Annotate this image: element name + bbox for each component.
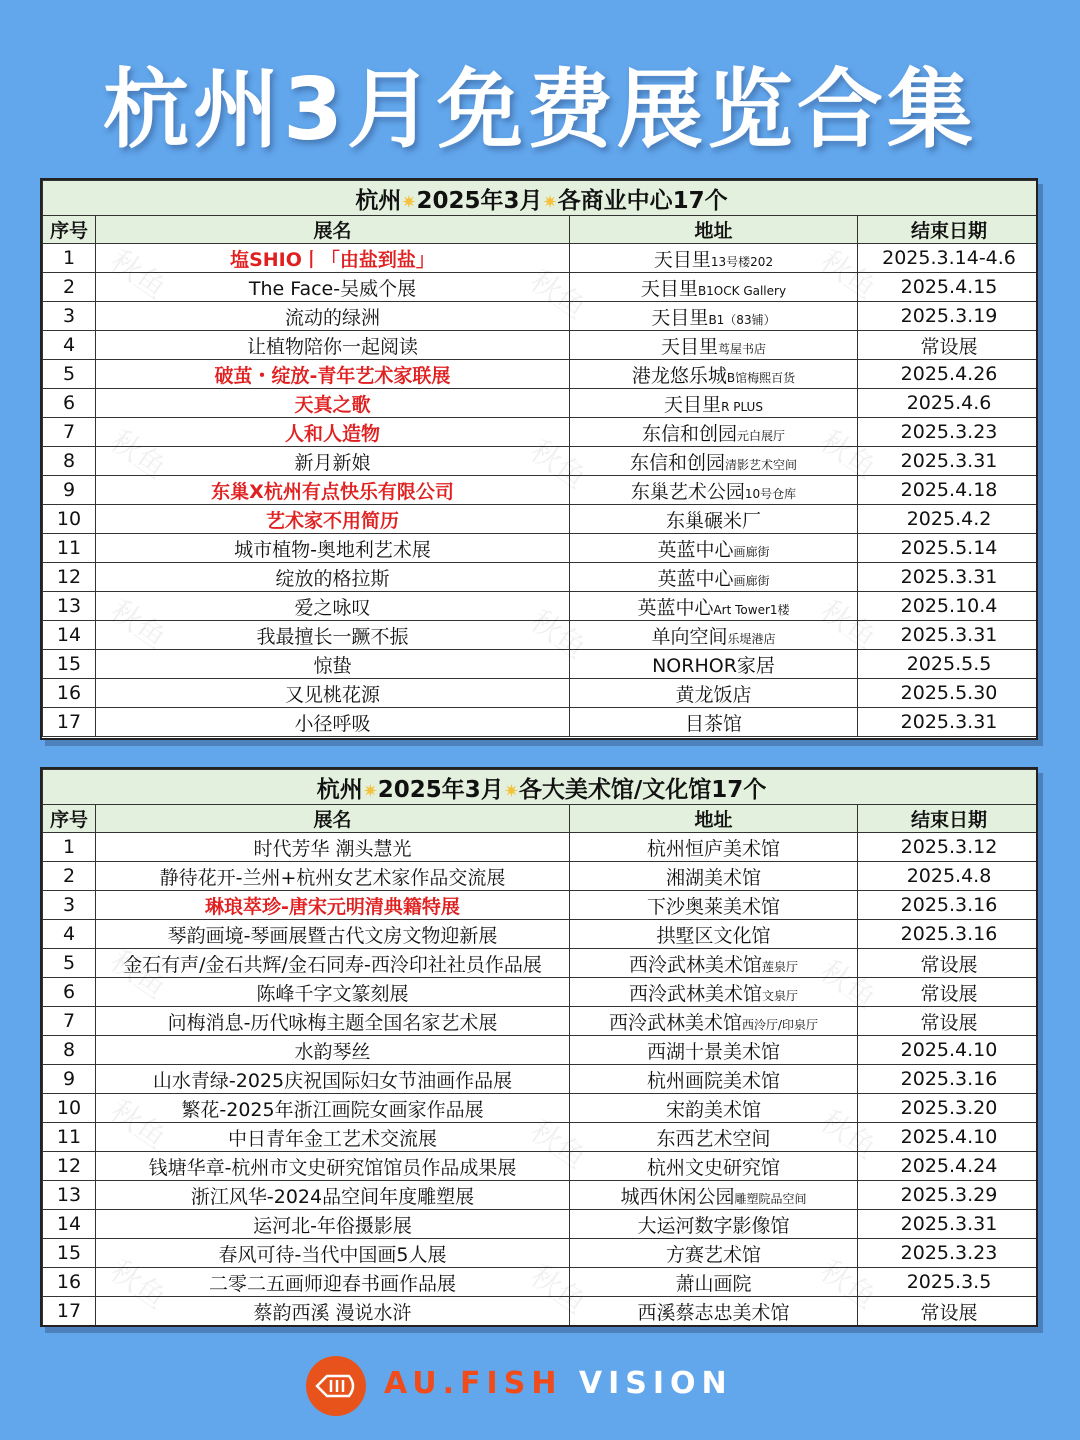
end-date: 2025.3.5 xyxy=(858,1268,1039,1297)
address-main: 天目里 xyxy=(640,277,698,300)
address-main: 天目里 xyxy=(653,248,711,271)
exhibition-name: 琴韵画境-琴画展暨古代文房文物迎新展 xyxy=(96,920,570,949)
page-title: 杭州3月免费展览合集 xyxy=(103,60,977,160)
table-row xyxy=(43,302,1039,331)
row-number: 1 xyxy=(43,244,96,273)
exhibition-address xyxy=(570,360,858,389)
exhibition-name: 我最擅长一蹶不振 xyxy=(96,621,570,650)
address-main: 天目里 xyxy=(664,393,722,416)
end-date: 2025.4.8 xyxy=(858,862,1039,891)
row-number: 10 xyxy=(43,505,96,534)
row-number: 11 xyxy=(43,534,96,563)
exhibition-name: 惊蛰 xyxy=(96,650,570,679)
address-detail: B馆梅熙百货 xyxy=(726,370,796,385)
commercial-centers-table xyxy=(40,178,1038,740)
column-header-name: 展名 xyxy=(96,216,570,244)
address-detail: 清影艺术空间 xyxy=(725,457,798,472)
column-header-address: 地址 xyxy=(570,805,858,833)
exhibition-name: 二零二五画师迎春书画作品展 xyxy=(96,1268,570,1297)
exhibition-name: 天真之歌 xyxy=(96,389,570,418)
exhibition-address xyxy=(570,244,858,273)
address-main: 杭州画院美术馆 xyxy=(646,1069,780,1092)
sparkle-icon: ✷ xyxy=(503,780,519,802)
end-date: 2025.3.23 xyxy=(858,418,1039,447)
table-row xyxy=(43,476,1039,505)
exhibition-name: 运河北-年俗摄影展 xyxy=(96,1210,570,1239)
table-row xyxy=(43,1268,1039,1297)
address-main: 西泠武林美术馆 xyxy=(628,953,762,976)
exhibition-name: 塩SHIO丨「由盐到盐」 xyxy=(96,244,570,273)
table-row xyxy=(43,1036,1039,1065)
end-date: 2025.5.14 xyxy=(858,534,1039,563)
exhibition-address xyxy=(570,331,858,360)
table-caption: 杭州✷2025年3月✷各商业中心17个 xyxy=(43,181,1039,216)
address-detail: R PLUS xyxy=(721,399,763,414)
row-number: 1 xyxy=(43,833,96,862)
exhibition-address xyxy=(570,920,858,949)
row-number: 10 xyxy=(43,1094,96,1123)
exhibition-name: 浙江风华-2024品空间年度雕塑展 xyxy=(96,1181,570,1210)
table-row xyxy=(43,505,1039,534)
exhibition-address xyxy=(570,978,858,1007)
exhibition-name: 城市植物-奥地利艺术展 xyxy=(96,534,570,563)
exhibition-address xyxy=(570,833,858,862)
address-detail: 元白展厅 xyxy=(737,428,786,443)
address-detail: 茑屋书店 xyxy=(718,341,767,356)
exhibition-name: 问梅消息-历代咏梅主题全国名家艺术展 xyxy=(96,1007,570,1036)
exhibition-address xyxy=(570,534,858,563)
exhibition-name: 爱之咏叹 xyxy=(96,592,570,621)
exhibition-address xyxy=(570,1210,858,1239)
address-detail: 10号仓库 xyxy=(744,486,797,501)
table-row xyxy=(43,1297,1039,1326)
end-date: 2025.4.26 xyxy=(858,360,1039,389)
table-row xyxy=(43,978,1039,1007)
table-row xyxy=(43,1210,1039,1239)
exhibition-name: 让植物陪你一起阅读 xyxy=(96,331,570,360)
address-main: 港龙悠乐城 xyxy=(631,364,727,387)
row-number: 12 xyxy=(43,563,96,592)
exhibition-name: 春风可待-当代中国画5人展 xyxy=(96,1239,570,1268)
exhibition-name: 新月新娘 xyxy=(96,447,570,476)
address-detail: 雕塑院品空间 xyxy=(734,1191,807,1206)
row-number: 2 xyxy=(43,273,96,302)
exhibition-address xyxy=(570,1152,858,1181)
fish-logo-icon xyxy=(306,1356,366,1416)
row-number: 17 xyxy=(43,1297,96,1326)
exhibition-address xyxy=(570,1181,858,1210)
address-detail: 乐堤港店 xyxy=(727,631,776,646)
end-date: 2025.3.14-4.6 xyxy=(858,244,1039,273)
exhibition-name: 艺术家不用简历 xyxy=(96,505,570,534)
row-number: 14 xyxy=(43,1210,96,1239)
exhibition-address xyxy=(570,1239,858,1268)
address-main: 方赛艺术馆 xyxy=(665,1243,761,1266)
exhibition-address xyxy=(570,949,858,978)
row-number: 9 xyxy=(43,476,96,505)
table-row xyxy=(43,1065,1039,1094)
table-row xyxy=(43,833,1039,862)
address-main: 英蓝中心 xyxy=(657,538,734,561)
end-date: 常设展 xyxy=(858,978,1039,1007)
exhibition-address xyxy=(570,563,858,592)
table-row xyxy=(43,862,1039,891)
exhibition-address xyxy=(570,302,858,331)
address-main: 东信和创园 xyxy=(629,451,725,474)
row-number: 7 xyxy=(43,418,96,447)
end-date: 常设展 xyxy=(858,331,1039,360)
address-detail: 莲泉厅 xyxy=(762,959,799,974)
column-header-no: 序号 xyxy=(43,216,96,244)
table-row xyxy=(43,563,1039,592)
row-number: 4 xyxy=(43,920,96,949)
table-row xyxy=(43,389,1039,418)
row-number: 6 xyxy=(43,978,96,1007)
address-main: 单向空间 xyxy=(651,625,728,648)
end-date: 2025.3.31 xyxy=(858,621,1039,650)
table-row xyxy=(43,331,1039,360)
row-number: 9 xyxy=(43,1065,96,1094)
address-main: 西泠武林美术馆 xyxy=(608,1011,742,1034)
table-row xyxy=(43,891,1039,920)
row-number: 6 xyxy=(43,389,96,418)
end-date: 2025.4.18 xyxy=(858,476,1039,505)
address-main: 西湖十景美术馆 xyxy=(646,1040,780,1063)
exhibition-name: 破茧・绽放-青年艺术家联展 xyxy=(96,360,570,389)
exhibition-address xyxy=(570,1065,858,1094)
exhibition-name: 繁花-2025年浙江画院女画家作品展 xyxy=(96,1094,570,1123)
address-detail: 画廊街 xyxy=(733,544,770,559)
address-main: 天目里 xyxy=(651,306,709,329)
address-main: 下沙奥莱美术馆 xyxy=(646,895,780,918)
end-date: 2025.5.30 xyxy=(858,679,1039,708)
row-number: 14 xyxy=(43,621,96,650)
exhibition-name: 人和人造物 xyxy=(96,418,570,447)
exhibition-address xyxy=(570,891,858,920)
row-number: 13 xyxy=(43,592,96,621)
exhibition-address xyxy=(570,418,858,447)
exhibition-address xyxy=(570,1094,858,1123)
address-detail: B1（83铺） xyxy=(708,312,776,327)
exhibition-address xyxy=(570,592,858,621)
exhibition-address xyxy=(570,389,858,418)
exhibition-address xyxy=(570,679,858,708)
end-date: 2025.10.4 xyxy=(858,592,1039,621)
address-main: 城西休闲公园 xyxy=(620,1185,735,1208)
row-number: 15 xyxy=(43,1239,96,1268)
address-main: 英蓝中心 xyxy=(657,567,734,590)
end-date: 2025.3.16 xyxy=(858,1065,1039,1094)
table-row xyxy=(43,1007,1039,1036)
exhibition-name: 钱塘华章-杭州市文史研究馆馆员作品成果展 xyxy=(96,1152,570,1181)
exhibition-name: The Face-吴威个展 xyxy=(96,273,570,302)
address-main: 天目里 xyxy=(660,335,718,358)
table-row xyxy=(43,244,1039,273)
table-row xyxy=(43,621,1039,650)
table-row xyxy=(43,534,1039,563)
table-row xyxy=(43,447,1039,476)
row-number: 17 xyxy=(43,708,96,737)
sparkle-icon: ✷ xyxy=(542,191,558,213)
address-main: 英蓝中心 xyxy=(637,596,714,619)
row-number: 12 xyxy=(43,1152,96,1181)
address-detail: 文泉厅 xyxy=(762,988,799,1003)
exhibition-name: 绽放的格拉斯 xyxy=(96,563,570,592)
column-header-no: 序号 xyxy=(43,805,96,833)
exhibition-name: 蔡韵西溪 漫说水浒 xyxy=(96,1297,570,1326)
exhibition-name: 又见桃花源 xyxy=(96,679,570,708)
end-date: 2025.5.5 xyxy=(858,650,1039,679)
end-date: 2025.3.19 xyxy=(858,302,1039,331)
address-detail: 画廊街 xyxy=(733,573,770,588)
exhibition-name: 金石有声/金石共辉/金石同寿-西泠印社社员作品展 xyxy=(96,949,570,978)
row-number: 5 xyxy=(43,360,96,389)
exhibition-address xyxy=(570,1297,858,1326)
address-detail: 13号楼202 xyxy=(710,254,774,269)
exhibition-address xyxy=(570,273,858,302)
exhibition-address xyxy=(570,1123,858,1152)
exhibition-address xyxy=(570,447,858,476)
address-main: 杭州文史研究馆 xyxy=(646,1156,780,1179)
end-date: 2025.3.16 xyxy=(858,920,1039,949)
column-header-end-date: 结束日期 xyxy=(858,216,1039,244)
column-header-name: 展名 xyxy=(96,805,570,833)
exhibition-name: 东巢X杭州有点快乐有限公司 xyxy=(96,476,570,505)
exhibition-name: 山水青绿-2025庆祝国际妇女节油画作品展 xyxy=(96,1065,570,1094)
address-detail: 西泠厅/印泉厅 xyxy=(741,1017,819,1032)
end-date: 2025.4.10 xyxy=(858,1036,1039,1065)
end-date: 2025.3.31 xyxy=(858,563,1039,592)
row-number: 3 xyxy=(43,891,96,920)
museums-table xyxy=(40,767,1038,1327)
exhibition-address xyxy=(570,1007,858,1036)
exhibition-name: 静待花开-兰州+杭州女艺术家作品交流展 xyxy=(96,862,570,891)
end-date: 2025.3.31 xyxy=(858,447,1039,476)
table-row xyxy=(43,708,1039,737)
end-date: 2025.3.12 xyxy=(858,833,1039,862)
table-row xyxy=(43,1094,1039,1123)
end-date: 常设展 xyxy=(858,1007,1039,1036)
end-date: 2025.3.20 xyxy=(858,1094,1039,1123)
row-number: 2 xyxy=(43,862,96,891)
table-row xyxy=(43,1239,1039,1268)
exhibition-address xyxy=(570,621,858,650)
sparkle-icon: ✷ xyxy=(362,780,378,802)
table-row xyxy=(43,273,1039,302)
address-main: 西溪蔡志忠美术馆 xyxy=(637,1301,790,1324)
table-row xyxy=(43,1123,1039,1152)
exhibition-address xyxy=(570,1036,858,1065)
exhibition-name: 时代芳华 潮头慧光 xyxy=(96,833,570,862)
address-main: 宋韵美术馆 xyxy=(665,1098,761,1121)
table-row xyxy=(43,1181,1039,1210)
row-number: 8 xyxy=(43,1036,96,1065)
table-caption: 杭州✷2025年3月✷各大美术馆/文化馆17个 xyxy=(43,770,1039,805)
end-date: 常设展 xyxy=(858,949,1039,978)
column-header-address: 地址 xyxy=(570,216,858,244)
exhibition-address xyxy=(570,505,858,534)
address-main: 东西艺术空间 xyxy=(656,1127,771,1150)
address-main: 湘湖美术馆 xyxy=(665,866,761,889)
exhibition-name: 水韵琴丝 xyxy=(96,1036,570,1065)
address-main: 东巢艺术公园 xyxy=(630,480,745,503)
row-number: 7 xyxy=(43,1007,96,1036)
address-main: 杭州恒庐美术馆 xyxy=(646,837,780,860)
row-number: 15 xyxy=(43,650,96,679)
sparkle-icon: ✷ xyxy=(401,191,417,213)
table-row xyxy=(43,1152,1039,1181)
table-row xyxy=(43,360,1039,389)
row-number: 13 xyxy=(43,1181,96,1210)
column-header-end-date: 结束日期 xyxy=(858,805,1039,833)
brand-name: AU.FISH VISION xyxy=(384,1366,733,1401)
table-row xyxy=(43,592,1039,621)
end-date: 2025.4.10 xyxy=(858,1123,1039,1152)
address-main: 黄龙饭店 xyxy=(675,683,752,706)
exhibition-name: 琳琅萃珍-唐宋元明清典籍特展 xyxy=(96,891,570,920)
exhibition-name: 陈峰千字文篆刻展 xyxy=(96,978,570,1007)
row-number: 4 xyxy=(43,331,96,360)
exhibition-name: 小径呼吸 xyxy=(96,708,570,737)
address-main: 东巢碾米厂 xyxy=(665,509,761,532)
end-date: 2025.4.6 xyxy=(858,389,1039,418)
row-number: 16 xyxy=(43,1268,96,1297)
end-date: 2025.3.29 xyxy=(858,1181,1039,1210)
address-main: 西泠武林美术馆 xyxy=(628,982,762,1005)
address-main: 萧山画院 xyxy=(675,1272,752,1295)
exhibition-name: 中日青年金工艺术交流展 xyxy=(96,1123,570,1152)
address-main: 东信和创园 xyxy=(641,422,737,445)
address-detail: Art Tower1楼 xyxy=(713,602,790,617)
row-number: 16 xyxy=(43,679,96,708)
row-number: 11 xyxy=(43,1123,96,1152)
row-number: 8 xyxy=(43,447,96,476)
exhibition-address xyxy=(570,862,858,891)
end-date: 常设展 xyxy=(858,1297,1039,1326)
address-main: 拱墅区文化馆 xyxy=(656,924,771,947)
address-main: NORHOR家居 xyxy=(652,654,775,677)
end-date: 2025.4.24 xyxy=(858,1152,1039,1181)
end-date: 2025.3.16 xyxy=(858,891,1039,920)
exhibition-address xyxy=(570,1268,858,1297)
exhibition-address xyxy=(570,650,858,679)
table-row xyxy=(43,920,1039,949)
row-number: 3 xyxy=(43,302,96,331)
address-main: 目茶馆 xyxy=(684,712,742,735)
exhibition-address xyxy=(570,476,858,505)
end-date: 2025.3.31 xyxy=(858,1210,1039,1239)
table-row xyxy=(43,949,1039,978)
table-row xyxy=(43,679,1039,708)
address-main: 大运河数字影像馆 xyxy=(637,1214,790,1237)
exhibition-address xyxy=(570,708,858,737)
end-date: 2025.3.23 xyxy=(858,1239,1039,1268)
end-date: 2025.3.31 xyxy=(858,708,1039,737)
table-row xyxy=(43,650,1039,679)
table-row xyxy=(43,418,1039,447)
address-detail: B1OCK Gallery xyxy=(697,283,787,298)
row-number: 5 xyxy=(43,949,96,978)
exhibition-name: 流动的绿洲 xyxy=(96,302,570,331)
end-date: 2025.4.15 xyxy=(858,273,1039,302)
end-date: 2025.4.2 xyxy=(858,505,1039,534)
